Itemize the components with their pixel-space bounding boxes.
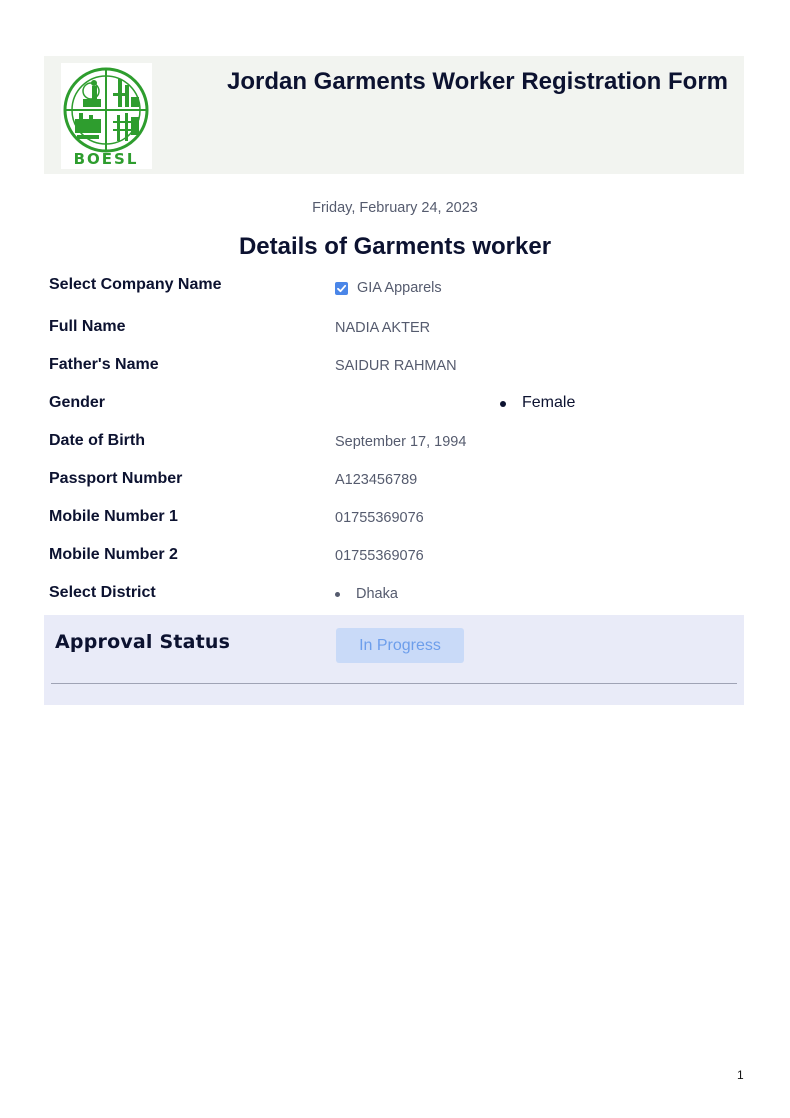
section-title: Details of Garments worker <box>238 233 552 260</box>
status-badge[interactable]: In Progress <box>336 628 464 663</box>
mobile2-value: 01755369076 <box>335 548 424 564</box>
dob-label: Date of Birth <box>49 432 145 449</box>
form-date: Friday, February 24, 2023 <box>312 200 478 216</box>
gender-bullet-icon <box>500 401 506 407</box>
company-checkbox[interactable] <box>335 282 348 295</box>
company-label: Select Company Name <box>49 276 222 293</box>
field-row-dob <box>0 432 790 462</box>
boesl-logo <box>61 63 152 169</box>
gender-label: Gender <box>49 394 106 411</box>
field-row-district <box>0 584 790 614</box>
approval-label: Approval Status <box>55 631 231 653</box>
father-name-label: Father's Name <box>49 356 159 373</box>
mobile1-label: Mobile Number 1 <box>49 508 178 525</box>
field-row-full-name <box>0 318 790 348</box>
mobile1-value: 01755369076 <box>335 510 424 526</box>
form-title: Jordan Garments Worker Registration Form <box>227 68 728 95</box>
gender-value: Female <box>522 394 576 411</box>
mobile2-label: Mobile Number 2 <box>49 546 178 563</box>
field-row-company <box>0 276 790 306</box>
district-bullet-icon <box>335 592 340 597</box>
approval-section <box>44 615 744 705</box>
svg-text:BOESL: BOESL <box>73 150 139 168</box>
passport-value: A123456789 <box>335 472 418 488</box>
company-value: GIA Apparels <box>357 280 442 296</box>
field-row-passport <box>0 470 790 500</box>
field-row-mobile1 <box>0 508 790 538</box>
passport-label: Passport Number <box>49 470 183 487</box>
full-name-label: Full Name <box>49 318 126 335</box>
page-number: 1 <box>737 1068 744 1082</box>
dob-value: September 17, 1994 <box>335 434 467 450</box>
field-row-father-name <box>0 356 790 386</box>
father-name-value: SAIDUR RAHMAN <box>335 358 457 374</box>
field-row-mobile2 <box>0 546 790 576</box>
district-label: Select District <box>49 584 156 601</box>
district-value: Dhaka <box>356 586 398 602</box>
field-row-gender <box>0 394 790 424</box>
full-name-value: NADIA AKTER <box>335 320 431 336</box>
form-header <box>44 56 744 174</box>
approval-divider <box>51 683 737 684</box>
checkmark-icon <box>335 282 348 295</box>
boesl-logo-icon <box>61 63 152 169</box>
